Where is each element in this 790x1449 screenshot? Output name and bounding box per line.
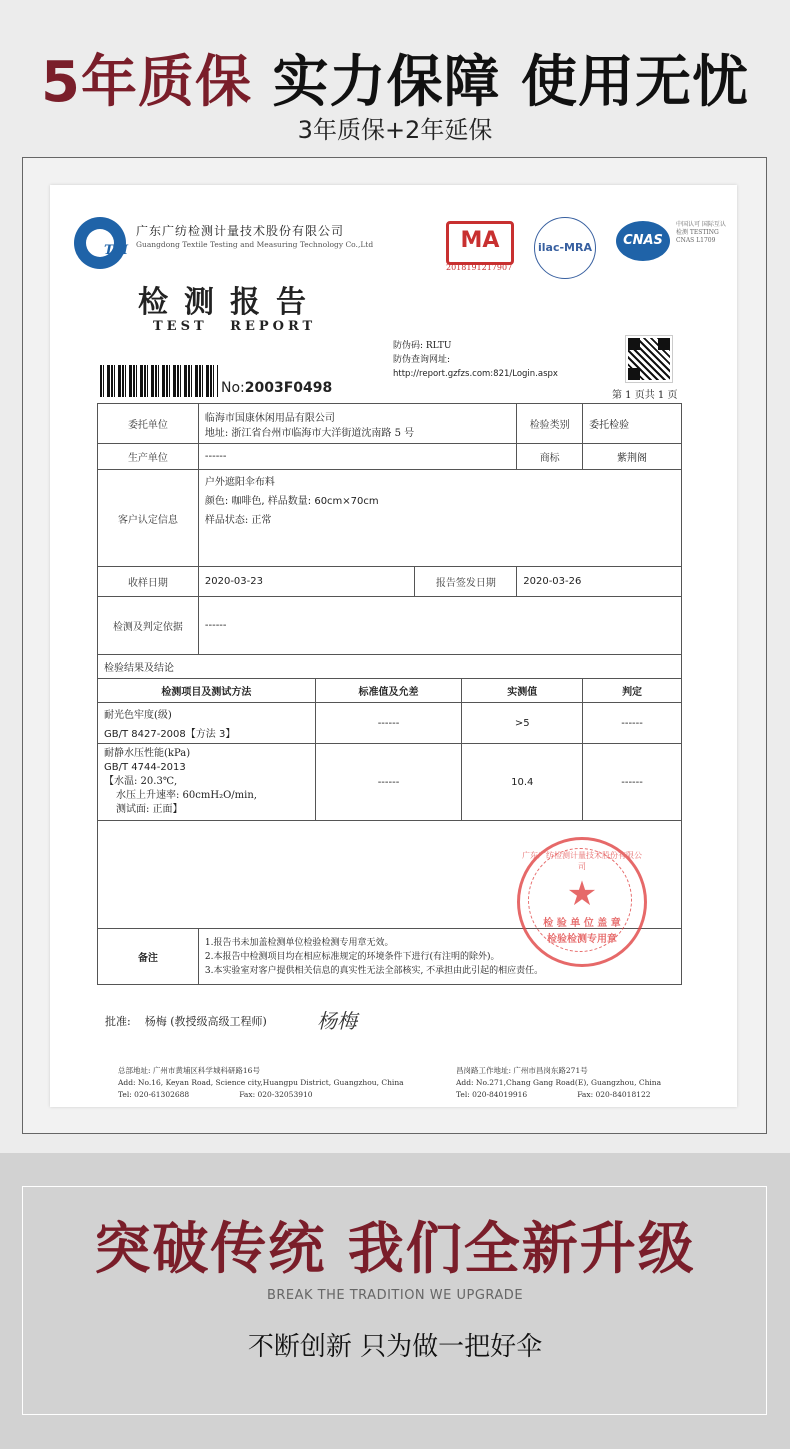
anti-url[interactable]: http://report.gzfzs.com:821/Login.aspx <box>393 369 558 379</box>
test-report-document <box>50 185 737 1107</box>
org-name-en: Guangdong Textile Testing and Measuring Technology Co.,Ltd <box>136 240 374 249</box>
issued-label: 报告签发日期 <box>415 567 517 597</box>
table-row <box>98 567 682 597</box>
report-number: No:2003F0498 <box>221 380 333 396</box>
test-value-2: 10.4 <box>462 744 583 821</box>
logo-text: TM <box>104 243 129 258</box>
page-indicator: 第 1 页共 1 页 <box>612 390 678 401</box>
basis-label: 检测及判定依据 <box>98 597 199 655</box>
cma-seal-icon: MA <box>446 221 514 265</box>
test-value-1: >5 <box>462 703 583 744</box>
test-standard-1: ------ <box>315 703 462 744</box>
upgrade-subtitle: 不断创新 只为做一把好伞 <box>247 1332 543 1362</box>
headline <box>0 38 790 118</box>
table-row <box>98 404 682 444</box>
table-row <box>98 679 682 703</box>
report-title-cn: 检测报告 <box>138 285 322 320</box>
test-item-1: 耐光色牢度(级) GB/T 8427-2008【方法 3】 <box>98 703 316 744</box>
col-standard-header: 标准值及允差 <box>315 679 462 703</box>
upgrade-title: 突破传统 我们全新升级 <box>94 1217 696 1282</box>
test-standard-2: ------ <box>315 744 462 821</box>
org-name-cn: 广东广纺检测计量技术股份有限公司 <box>136 224 345 238</box>
anti-site-label: 防伪查询网址: <box>393 355 451 365</box>
address-changgang: 昌岗路工作地址: 广州市昌岗东路271号 Add: No.271,Chang Gang Road(E), Guangzhou, China Tel: 020-84019916 Fax: 020-84018122 <box>456 1066 662 1099</box>
sample-label: 客户认定信息 <box>98 470 199 567</box>
upgrade-english: BREAK THE TRADITION WE UPGRADE <box>266 1288 524 1303</box>
issued-date: 2020-03-26 <box>517 567 682 597</box>
stamp-line-1: 检 验 单 位 盖 章 <box>543 918 621 929</box>
test-item-2: 耐静水压性能(kPa) GB/T 4744-2013 【水温: 20.3℃, 水压上升速率: 60cmH₂O/min, 测试面: 正面】 <box>98 744 316 821</box>
col-item-header: 检测项目及测试方法 <box>98 679 316 703</box>
producer-value: ------ <box>198 444 516 470</box>
address-hq: 总部地址: 广州市黄埔区科学城科研路16号 Add: No.16, Keyan Road, Science city,Huangpu District, Guangzhou, China Tel: 020-61302688 Fax: 020-32053910 <box>118 1066 404 1099</box>
table-row <box>98 655 682 679</box>
approver: 杨梅 (教授级高级工程师) <box>144 1015 267 1028</box>
brand-label: 商标 <box>517 444 583 470</box>
col-judge-header: 判定 <box>583 679 682 703</box>
red-seal-stamp-icon: 广东广纺检测计量技术股份有限公司 ★ 检 验 单 位 盖 章 检验检测专用章 <box>517 837 647 967</box>
sample-info: 户外遮阳伞布料 颜色: 咖啡色, 样品数量: 60cm×70cm 样品状态: 正常 <box>198 470 681 567</box>
table-row <box>98 470 682 567</box>
table-row <box>98 597 682 655</box>
received-label: 收样日期 <box>98 567 199 597</box>
result-title: 检验结果及结论 <box>98 655 682 679</box>
barcode-icon <box>100 365 218 397</box>
notes-label: 备注 <box>98 929 199 985</box>
anti-counterfeit-info <box>393 339 558 381</box>
headline-subtitle: 3年质保+2年延保 <box>297 116 493 144</box>
test-judge-2: ------ <box>583 744 682 821</box>
cnas-text: 中国认可 国际互认 检测 TESTING CNAS L1709 <box>676 221 726 244</box>
brand-value: 紫荆阁 <box>583 444 682 470</box>
qr-code-icon[interactable] <box>626 336 672 382</box>
signature: 杨梅 <box>317 1009 357 1033</box>
ilac-mra-icon: ilac-MRA <box>534 217 596 279</box>
headline-slogan: 实力保障 使用无忧 <box>272 50 749 115</box>
producer-label: 生产单位 <box>98 444 199 470</box>
table-row <box>98 744 682 821</box>
test-type-value: 委托检验 <box>583 404 682 444</box>
stamp-ring-text: 广东广纺检测计量技术股份有限公司 <box>522 851 642 871</box>
table-row <box>98 703 682 744</box>
basis-value: ------ <box>198 597 681 655</box>
report-title-en: TEST REPORT <box>153 319 317 334</box>
headline-warranty: 5年质保 <box>41 50 252 115</box>
col-value-header: 实测值 <box>462 679 583 703</box>
notes-list: 1.报告书未加盖检测单位检验检测专用章无效。 2.本报告中检测项目均在相应标准规定的环境条件下进行(有注明的除外)。 3.本实验室对客户提供相关信息的真实性无法全部核实, 不承担由此引起的相应责任。 <box>198 929 681 985</box>
client-info: 临海市国康休闲用品有限公司 地址: 浙江省台州市临海市大洋街道沈南路 5 号 <box>198 404 516 444</box>
test-type-label: 检验类别 <box>517 404 583 444</box>
test-judge-1: ------ <box>583 703 682 744</box>
client-label: 委托单位 <box>98 404 199 444</box>
stamp-line-2: 检验检测专用章 <box>547 934 617 945</box>
received-date: 2020-03-23 <box>198 567 415 597</box>
table-row <box>98 444 682 470</box>
approval: 批准: 杨梅 (教授级高级工程师) <box>105 1015 267 1028</box>
anti-code: 防伪码: RLTU <box>393 341 452 351</box>
cnas-icon: CNAS <box>616 221 670 261</box>
cma-seal-code: 2018191217907 <box>446 263 513 272</box>
